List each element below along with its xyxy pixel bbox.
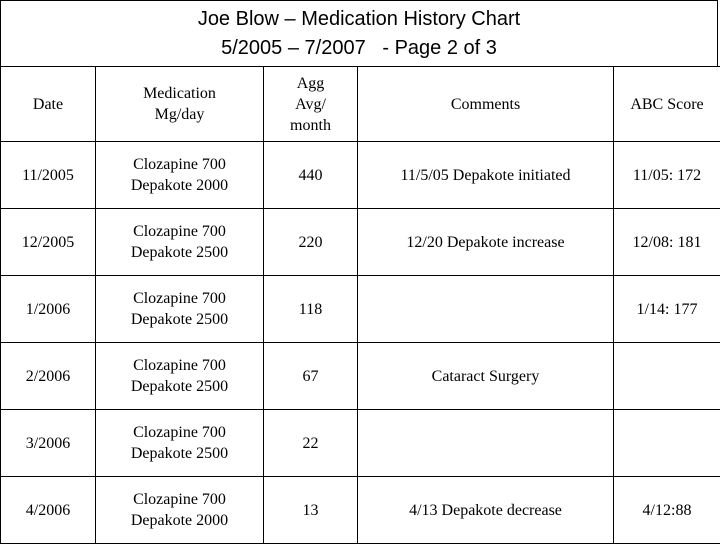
cell-agg-avg: 440	[264, 142, 358, 209]
cell-medication-line-2: Depakote 2500	[98, 443, 261, 464]
table-row	[1, 276, 720, 343]
cell-medication	[96, 410, 264, 477]
header-date: Date	[1, 67, 96, 142]
cell-abc-score: 12/08: 181	[614, 209, 720, 276]
cell-date: 1/2006	[1, 276, 96, 343]
title-line-2: 5/2005 – 7/2007 - Page 2 of 3	[1, 34, 717, 63]
cell-medication	[96, 209, 264, 276]
cell-medication-line-1: Clozapine 700	[98, 154, 261, 175]
cell-comment: 4/13 Depakote decrease	[358, 477, 614, 544]
cell-abc-score: 11/05: 172	[614, 142, 720, 209]
cell-date: 3/2006	[1, 410, 96, 477]
header-medication-line-1: Medication	[98, 83, 261, 104]
header-abc-score: ABC Score	[614, 67, 720, 142]
header-agg-line-3: month	[266, 115, 355, 136]
cell-date: 4/2006	[1, 477, 96, 544]
cell-date: 2/2006	[1, 343, 96, 410]
cell-agg-avg: 67	[264, 343, 358, 410]
cell-comment	[358, 276, 614, 343]
cell-agg-avg: 13	[264, 477, 358, 544]
cell-medication-line-1: Clozapine 700	[98, 221, 261, 242]
table-row	[1, 410, 720, 477]
header-comments: Comments	[358, 67, 614, 142]
table-row	[1, 142, 720, 209]
header-medication	[96, 67, 264, 142]
cell-medication-line-2: Depakote 2500	[98, 242, 261, 263]
cell-abc-score	[614, 343, 720, 410]
cell-abc-score: 1/14: 177	[614, 276, 720, 343]
cell-medication	[96, 276, 264, 343]
cell-date: 12/2005	[1, 209, 96, 276]
cell-comment: 12/20 Depakote increase	[358, 209, 614, 276]
header-agg-line-2: Avg/	[266, 94, 355, 115]
header-agg-line-1: Agg	[266, 73, 355, 94]
cell-comment	[358, 410, 614, 477]
cell-agg-avg: 220	[264, 209, 358, 276]
table-row	[1, 209, 720, 276]
cell-abc-score	[614, 410, 720, 477]
table-row	[1, 343, 720, 410]
cell-date: 11/2005	[1, 142, 96, 209]
medication-history-table	[0, 66, 720, 544]
chart-title	[0, 0, 718, 66]
cell-medication-line-1: Clozapine 700	[98, 288, 261, 309]
header-row	[1, 67, 720, 142]
cell-agg-avg: 22	[264, 410, 358, 477]
cell-comment: 11/5/05 Depakote initiated	[358, 142, 614, 209]
title-line-1: Joe Blow – Medication History Chart	[1, 5, 717, 34]
cell-medication-line-1: Clozapine 700	[98, 355, 261, 376]
cell-medication	[96, 142, 264, 209]
header-agg-avg	[264, 67, 358, 142]
cell-medication-line-2: Depakote 2500	[98, 309, 261, 330]
cell-medication-line-1: Clozapine 700	[98, 422, 261, 443]
cell-medication	[96, 343, 264, 410]
cell-medication-line-2: Depakote 2000	[98, 510, 261, 531]
cell-medication-line-1: Clozapine 700	[98, 489, 261, 510]
table-row	[1, 477, 720, 544]
cell-abc-score: 4/12:88	[614, 477, 720, 544]
cell-agg-avg: 118	[264, 276, 358, 343]
cell-medication	[96, 477, 264, 544]
cell-medication-line-2: Depakote 2500	[98, 376, 261, 397]
header-medication-line-2: Mg/day	[98, 104, 261, 125]
cell-medication-line-2: Depakote 2000	[98, 175, 261, 196]
cell-comment: Cataract Surgery	[358, 343, 614, 410]
